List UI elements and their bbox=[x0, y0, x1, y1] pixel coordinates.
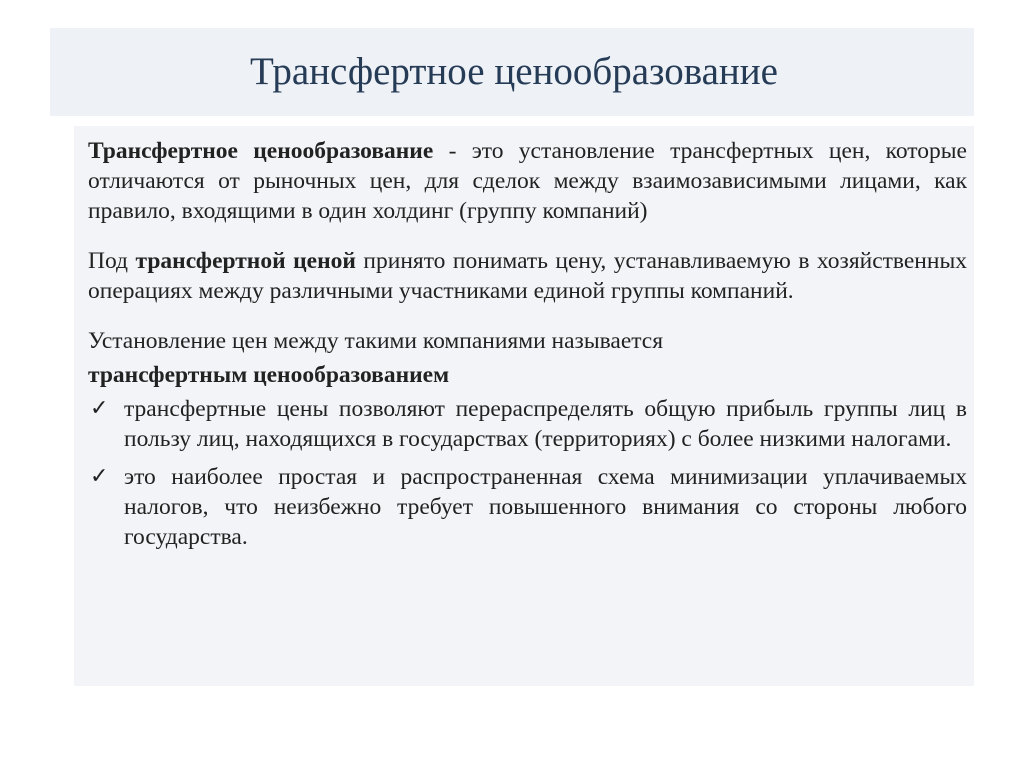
title-band bbox=[50, 28, 974, 116]
definition-text: - это установление трансфертных цен, которые отличаются от рыночных цен, для сделок между взаимозависимыми лицами, как правило, входящими в один холдинг (группу компаний) bbox=[88, 138, 967, 224]
list-item bbox=[88, 394, 967, 454]
list-item-text: это наиболее простая и распространенная схема минимизации уплачиваемых налогов, что неизбежно требует повышенного внимания со стороны любого государства. bbox=[124, 464, 967, 550]
lead-term: трансфертным ценообразованием bbox=[88, 362, 450, 388]
list-item bbox=[88, 462, 967, 552]
lead-paragraph bbox=[88, 326, 967, 390]
checkmark-icon: ✓ bbox=[90, 396, 109, 421]
content bbox=[88, 136, 967, 552]
transfer-price-paragraph bbox=[88, 246, 967, 306]
definition-paragraph bbox=[88, 136, 967, 226]
transfer-price-prefix: Под bbox=[88, 248, 136, 274]
definition-term: Трансфертное ценообразование bbox=[88, 138, 434, 164]
checkmark-icon: ✓ bbox=[90, 464, 109, 489]
transfer-price-term: трансфертной ценой bbox=[135, 248, 356, 274]
transfer-price-text: принято понимать цену, устанавливаемую в хозяйственных операциях между различными участниками единой группы компаний. bbox=[88, 248, 967, 304]
slide-title: Трансфертное ценообразование bbox=[250, 50, 778, 93]
list-item-text: трансфертные цены позволяют перераспределять общую прибыль группы лиц в пользу лиц, находящихся в государствах (территориях) с более низкими налогами. bbox=[124, 396, 967, 452]
lead-text: Установление цен между такими компаниями называется bbox=[88, 328, 664, 354]
checklist bbox=[88, 394, 967, 552]
content-box bbox=[74, 126, 974, 686]
